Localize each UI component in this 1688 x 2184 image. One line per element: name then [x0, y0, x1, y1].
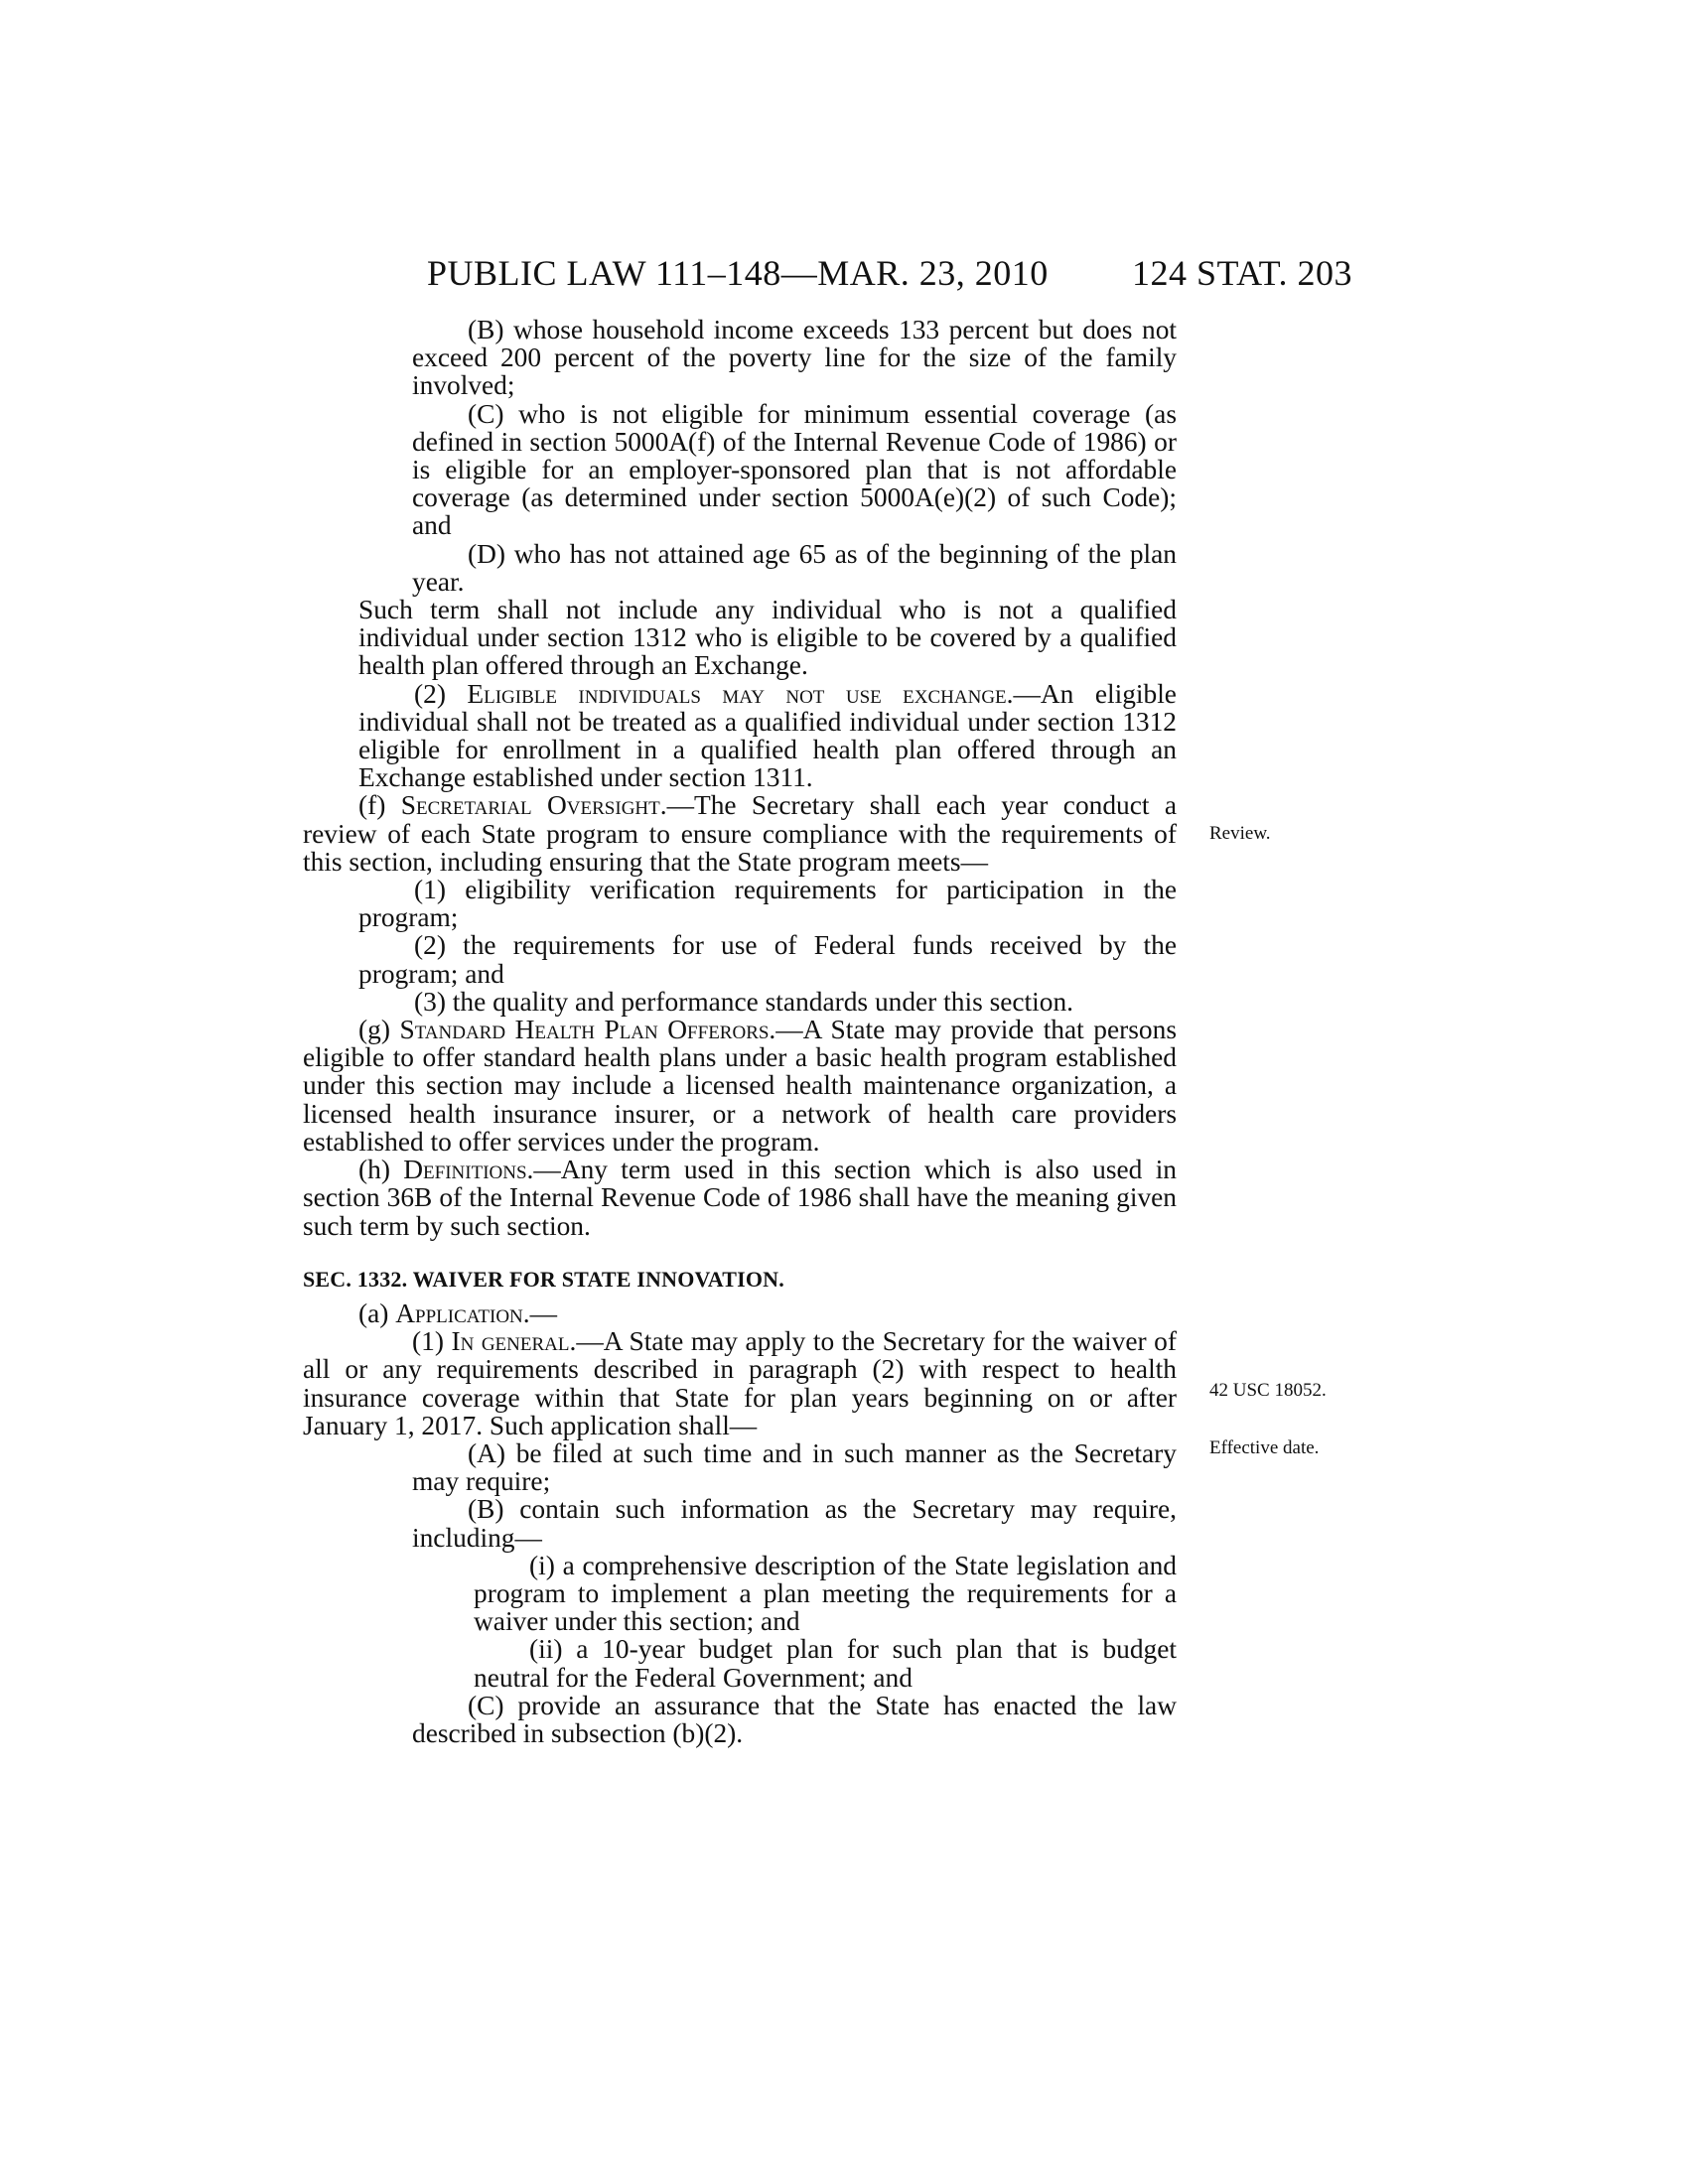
subsection-number: (f): [358, 790, 401, 821]
paragraph-number: (1): [412, 1326, 452, 1357]
subsection-a: [303, 1299, 1177, 1327]
document-body: [303, 316, 1177, 1747]
subsection-number: (g): [358, 1015, 400, 1045]
subclause-i: (i) a comprehensive description of the State legislation and program to implement a plan meeting the requirements for a waiver under this section; and: [474, 1550, 1177, 1637]
subsection-dash: —: [529, 1297, 557, 1328]
subsection-heading: Standard Health Plan Offerors.: [399, 1015, 776, 1045]
clause-d: (D) who has not attained age 65 as of the beginning of the plan year.: [412, 538, 1177, 597]
paragraph-text: —An eligible individual shall not be treated as a qualified individual under section 1312 eligible for enrollment in a qualified health plan offered through an Exchange established under section 1311.: [358, 678, 1177, 793]
subclause-ii: (ii) a 10-year budget plan for such plan that is budget neutral for the Federal Government; and: [474, 1634, 1177, 1693]
margin-note-review: Review.: [1209, 823, 1271, 844]
clause-a-c: (C) provide an assurance that the State has enacted the law described in subsection (b)(2).: [412, 1690, 1177, 1748]
clause-a-b: (B) contain such information as the Secretary may require, including—: [412, 1494, 1177, 1553]
clause-f1: (1) eligibility verification requirements for participation in the program;: [358, 875, 1177, 933]
subsection-text: —A State may provide that persons eligible to offer standard health plans under a basic health program established under this section may include a licensed health maintenance organization, a licensed health insurance insurer, or a network of health care providers established to offer services under the program.: [303, 1015, 1177, 1157]
paragraph-a1: [303, 1327, 1177, 1439]
clause-c: (C) who is not eligible for minimum essential coverage (as defined in section 5000A(f) of the Internal Revenue Code of 1986) or is eligible for an employer-sponsored plan that is not affordable coverage (as determined under section 5000A(e)(2) of such Code); and: [412, 398, 1177, 541]
paragraph-number: (2): [414, 678, 468, 709]
subsection-text: —Any term used in this section which is also used in section 36B of the Internal Revenue Code of 1986 shall have the meaning given such term by such section.: [303, 1155, 1177, 1241]
page-stat-number: 124 STAT. 203: [1132, 253, 1352, 293]
subsection-number: (h): [358, 1155, 404, 1185]
subsection-number: (a): [358, 1297, 396, 1328]
such-term-paragraph: Such term shall not include any individual who is not a qualified individual under section 1312 who is eligible to be covered by a qualified health plan offered through an Exchange.: [358, 595, 1177, 681]
paragraph-e2: [303, 680, 1177, 792]
clause-a-a: (A) be filed at such time and in such manner as the Secretary may require;: [412, 1437, 1177, 1497]
subsection-heading: Application.: [395, 1297, 530, 1328]
margin-note-usc: 42 USC 18052.: [1209, 1380, 1327, 1401]
running-header-title: PUBLIC LAW 111–148—MAR. 23, 2010: [427, 253, 1049, 293]
clause-b: (B) whose household income exceeds 133 percent but does not exceed 200 percent of the poverty line for the size of the family involved;: [412, 315, 1177, 401]
paragraph-heading: Eligible individuals may not use exchange.: [467, 678, 1014, 709]
subsection-text: —The Secretary shall each year conduct a review of each State program to ensure compliance with the requirements of this section, including ensuring that the State program meets—: [303, 790, 1178, 877]
clause-f2: (2) the requirements for use of Federal funds received by the program; and: [358, 930, 1177, 989]
subsection-heading: Secretarial Oversight.: [400, 790, 667, 821]
margin-note-effective-date: Effective date.: [1209, 1437, 1320, 1458]
paragraph-text: —A State may apply to the Secretary for the waiver of all or any requirements described in paragraph (2) with respect to health insurance coverage within that State for plan years beginning on or after January 1, 2017. Such application shall—: [303, 1326, 1177, 1440]
subsection-h: [303, 1156, 1177, 1240]
subsection-f: [303, 791, 1177, 876]
clause-f3: (3) the quality and performance standards under this section.: [414, 986, 1074, 1017]
subsection-heading: Definitions.: [403, 1155, 534, 1185]
paragraph-heading: In general.: [451, 1326, 577, 1357]
subsection-g: [303, 1016, 1177, 1156]
section-heading: SEC. 1332. WAIVER FOR STATE INNOVATION.: [303, 1266, 784, 1292]
